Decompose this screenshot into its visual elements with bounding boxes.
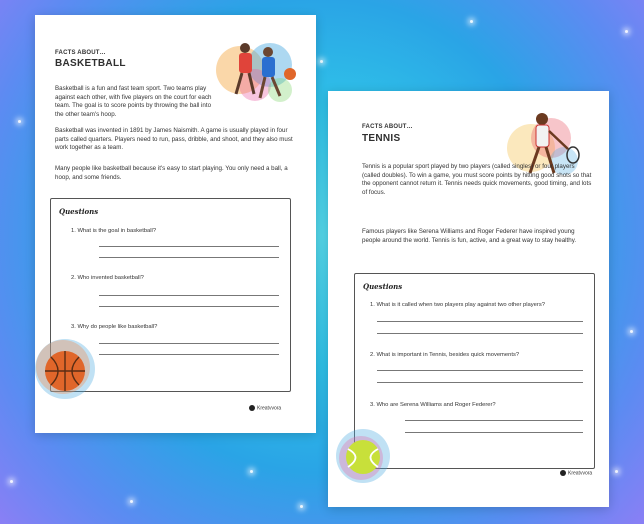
basketball-worksheet <box>35 15 316 433</box>
paragraph: Many people like basketball because it's easy to start playing. You only need a ball, a hoop, and some friends. <box>55 165 288 181</box>
sparkle <box>130 500 133 503</box>
question-text: 3. Who are Serena Williams and Roger Federer? <box>370 402 496 408</box>
question-text: 1. What is it called when two players play against two other players? <box>370 302 545 308</box>
tennis-worksheet <box>328 91 609 507</box>
page-kicker: FACTS ABOUT… <box>362 124 413 130</box>
answer-line[interactable] <box>99 246 279 247</box>
sparkle <box>250 470 253 473</box>
answer-line[interactable] <box>405 432 583 433</box>
answer-line[interactable] <box>377 333 583 334</box>
question-text: 1. What is the goal in basketball? <box>71 228 157 234</box>
answer-line[interactable] <box>99 295 279 296</box>
questions-heading: Questions <box>59 207 99 216</box>
paragraph: Tennis is a popular sport played by two players (called singles) or four players (called doubles). To win a game, you must score points by hitting good shots so that the opponent cannot return it. Tennis needs quick movements, good timing, and lots of focus. <box>362 163 592 196</box>
sparkle <box>320 60 323 63</box>
answer-line[interactable] <box>377 321 583 322</box>
brand-logo-icon <box>249 405 255 411</box>
paragraph: Famous players like Serena Williams and Roger Federer have inspired young people around the world. Tennis is fun, active, and a great way to stay healthy. <box>362 228 577 244</box>
questions-heading: Questions <box>363 282 403 291</box>
footer-brand: Kreatvvora <box>249 405 281 411</box>
sparkle <box>10 480 13 483</box>
question-text: 2. What is important in Tennis, besides quick movements? <box>370 352 520 358</box>
paragraph: Basketball was invented in 1891 by James Naismith. A game is usually played in four parts called quarters. Players need to run, pass, dribble, and shoot, and they also must work together as a team. <box>55 127 293 151</box>
answer-line[interactable] <box>99 257 279 258</box>
sparkle <box>300 505 303 508</box>
question-text: 2. Who invented basketball? <box>71 275 144 281</box>
page-title: BASKETBALL <box>55 58 126 69</box>
page-kicker: FACTS ABOUT… <box>55 50 106 56</box>
sparkle <box>630 330 633 333</box>
question-text: 3. Why do people like basketball? <box>71 324 158 330</box>
sparkle <box>470 20 473 23</box>
answer-line[interactable] <box>99 343 279 344</box>
brand-logo-icon <box>560 470 566 476</box>
answer-line[interactable] <box>99 306 279 307</box>
basketball-ball-illustration <box>33 337 97 401</box>
basketball-players-illustration <box>210 30 302 108</box>
paragraph: Basketball is a fun and fast team sport. Two teams play against each other, with five players on the court for each team. The goal is to score points by throwing the ball into the other team's hoop. <box>55 85 212 118</box>
answer-line[interactable] <box>377 370 583 371</box>
tennis-ball-illustration <box>334 427 392 485</box>
answer-line[interactable] <box>377 382 583 383</box>
footer-brand: Kreatvvora <box>560 470 592 476</box>
sparkle <box>625 30 628 33</box>
sparkle <box>615 470 618 473</box>
answer-line[interactable] <box>405 420 583 421</box>
page-title: TENNIS <box>362 133 401 144</box>
answer-line[interactable] <box>99 354 279 355</box>
sparkle <box>18 120 21 123</box>
